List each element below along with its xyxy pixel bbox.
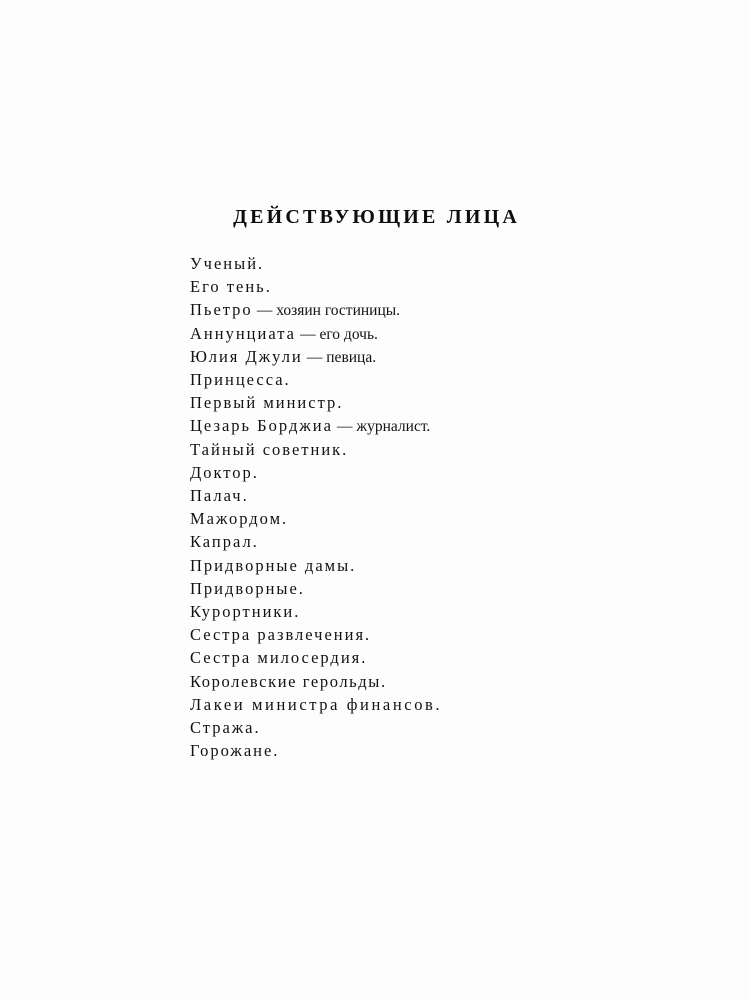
cast-list [0,229,750,763]
list-item [190,276,750,299]
list-item [190,299,750,322]
list-item [190,508,750,531]
list-item [190,253,750,276]
character-name: Капрал. [190,532,259,552]
list-item [190,694,750,717]
character-name: Сестра милосердия. [190,648,368,668]
character-name: Мажордом. [190,509,289,529]
character-name: Аннунциата [190,323,296,343]
list-item [190,555,750,578]
list-item [190,578,750,601]
character-role: — хозяин гостиницы. [256,302,401,320]
character-name: Придворные. [190,578,305,598]
character-name: Сестра развлечения. [190,625,372,645]
character-name: Доктор. [190,462,259,482]
character-name: Королевские герольды. [190,671,387,691]
character-role: — певица. [306,348,377,366]
list-item [190,346,750,369]
character-name: Его тень. [190,277,272,297]
character-name: Пьетро [190,300,253,320]
character-name: Горожане. [190,741,280,761]
character-name: Принцесса. [190,370,291,390]
list-item [190,671,750,694]
character-name: Первый министр. [190,393,344,413]
list-item [190,717,750,740]
list-item [190,647,750,670]
character-name: Курортники. [190,602,301,622]
list-item [190,369,750,392]
list-item [190,392,750,415]
list-item [190,462,750,485]
character-name: Юлия Джули [190,346,303,366]
character-name: Ученый. [190,254,265,273]
character-name: Лакеи министра финансов. [190,694,443,714]
character-role: — журналист. [337,418,431,436]
character-name: Тайный советник. [190,439,349,459]
page-title: ДЕЙСТВУЮЩИЕ ЛИЦА [233,206,521,228]
list-item [190,740,750,763]
list-item [190,531,750,554]
list-item [190,323,750,346]
character-name: Стража. [190,718,261,738]
list-item [190,485,750,508]
list-item [190,439,750,462]
character-role: — его дочь. [300,325,378,343]
list-item [190,601,750,624]
list-item [190,624,750,647]
list-item [190,415,750,438]
character-name: Палач. [190,486,249,506]
character-name: Цезарь Борджиа [190,416,333,436]
character-name: Придворные дамы. [190,555,357,575]
